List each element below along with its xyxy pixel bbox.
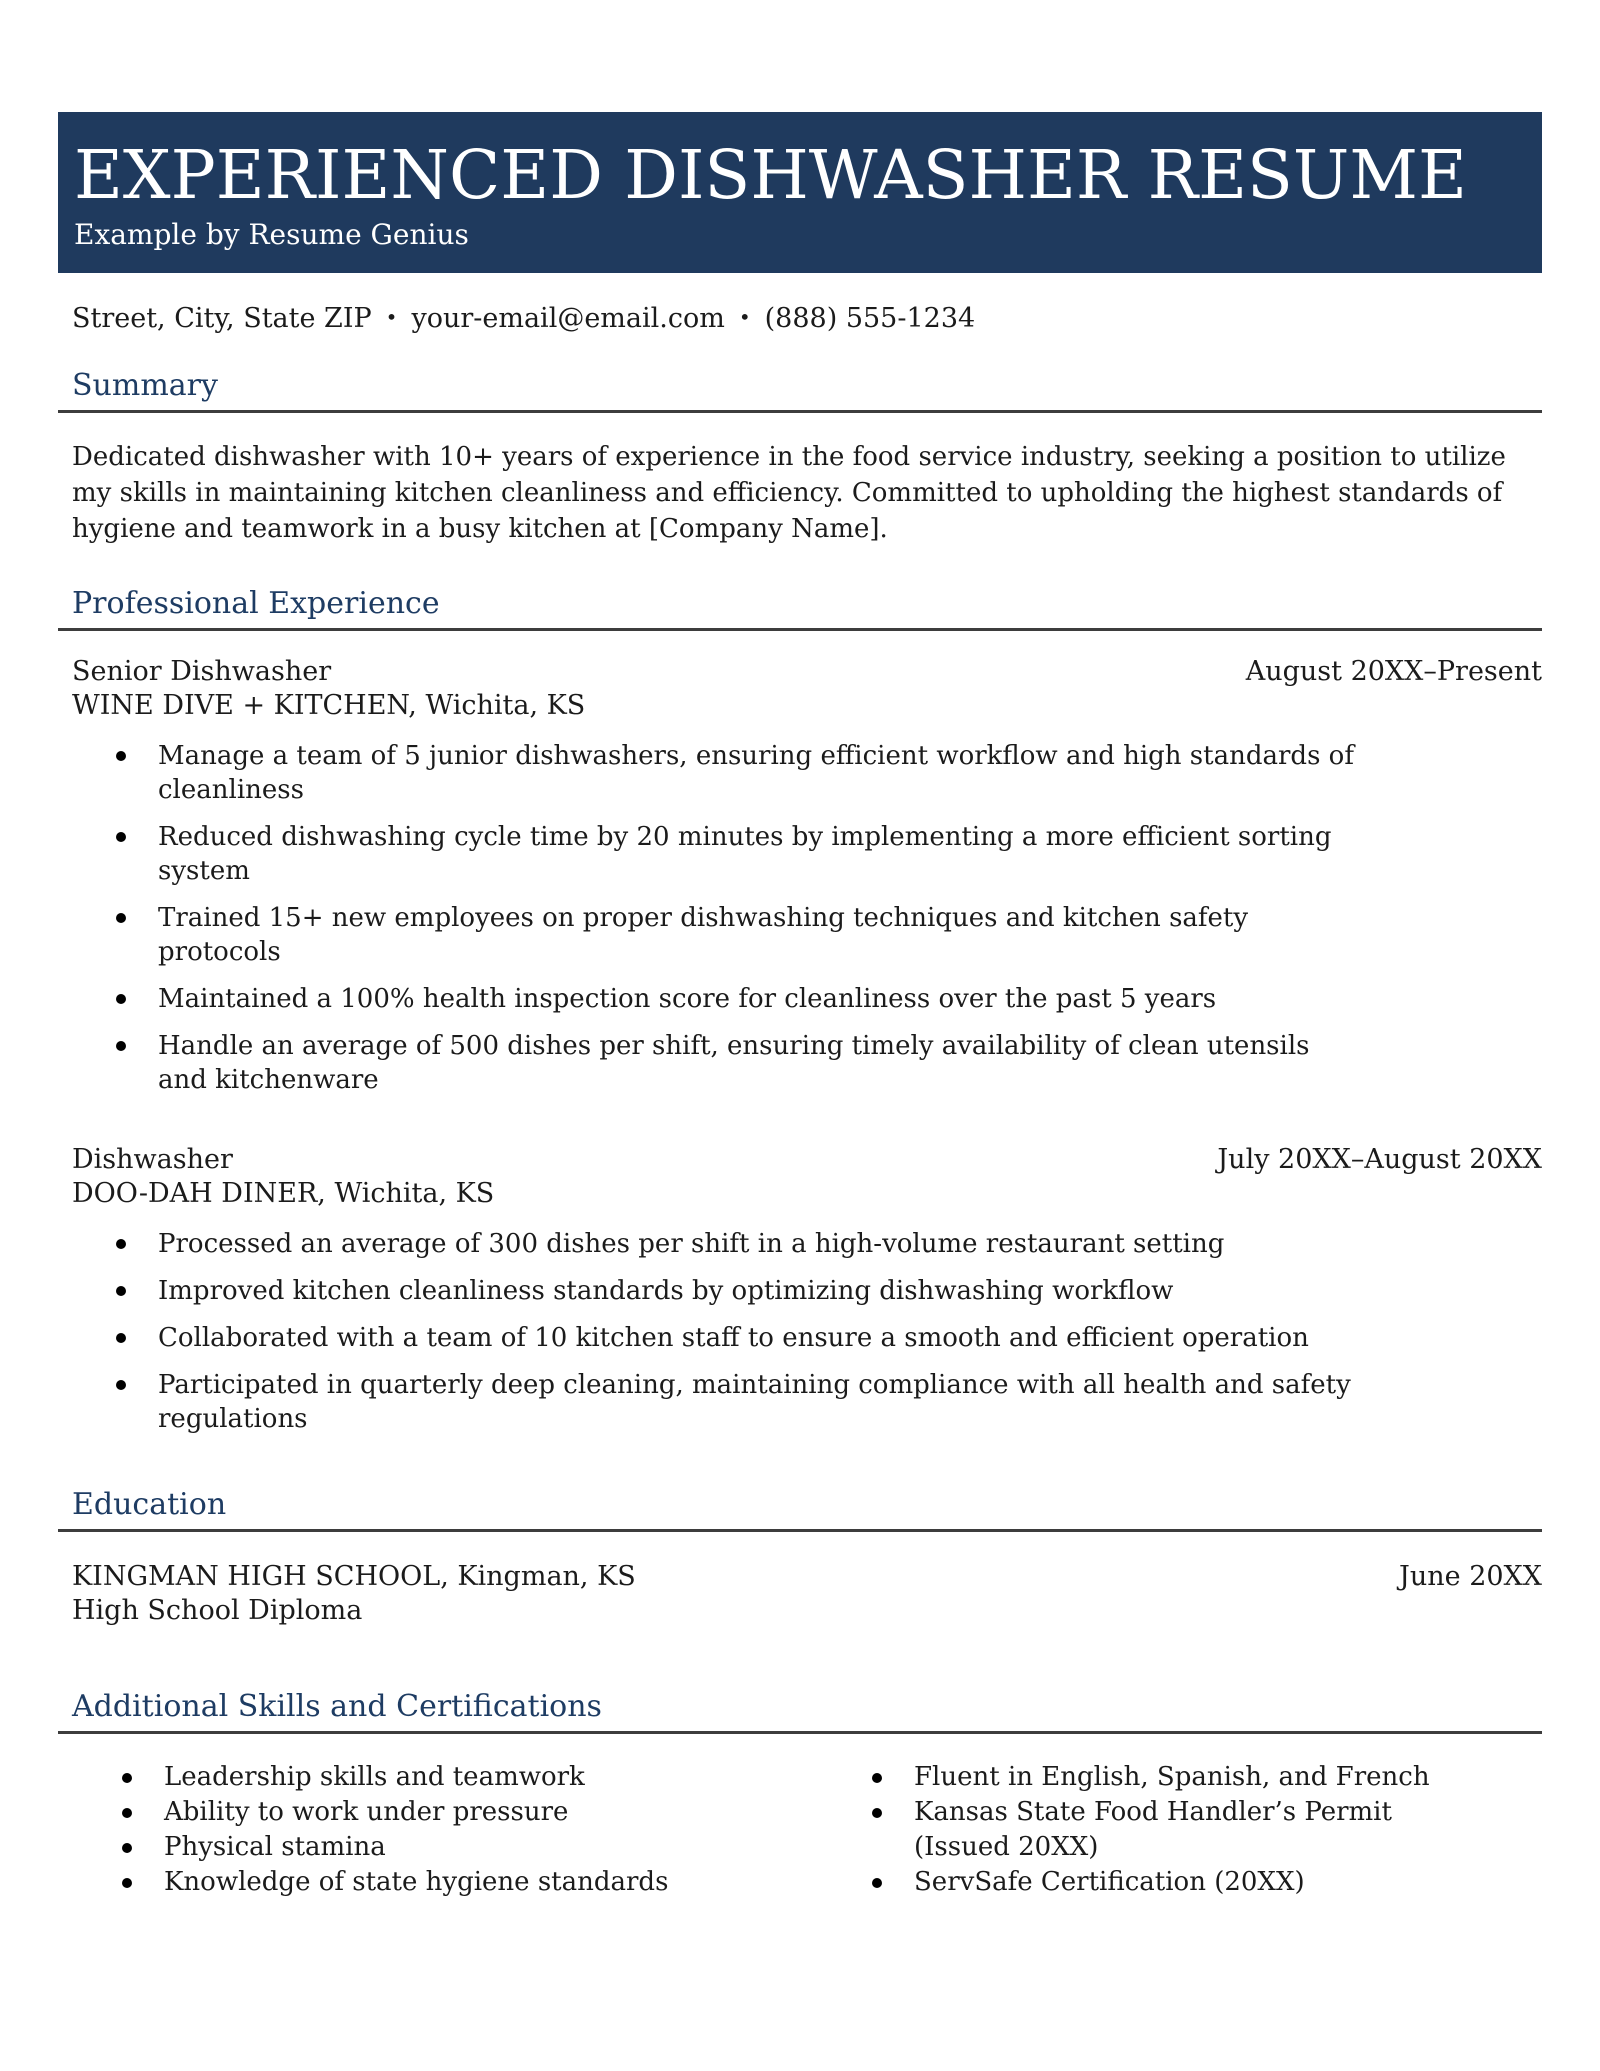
skills-list-left xyxy=(120,1760,870,1900)
job-bullet: Handle an average of 500 dishes per shift, ensuring timely availability of clean utensils and kitchenware xyxy=(58,1029,1542,1097)
resume-title: EXPERIENCED DISHWASHER RESUME xyxy=(74,136,1467,214)
job-entry xyxy=(58,1143,1542,1436)
skill-item: Knowledge of state hygiene standards xyxy=(120,1865,870,1900)
resume-subtitle: Example by Resume Genius xyxy=(74,218,469,251)
job-bullet: Maintained a 100% health inspection score for cleanliness over the past 5 years xyxy=(58,982,1542,1016)
contact-line xyxy=(58,299,1542,337)
job-bullet: Improved kitchen cleanliness standards by optimizing dishwashing workflow xyxy=(58,1274,1542,1308)
skill-item: Kansas State Food Handler’s Permit (Issued 20XX) xyxy=(870,1795,1472,1865)
job-title: Dishwasher xyxy=(72,1144,233,1175)
skills-column-left xyxy=(58,1760,870,1900)
job-header xyxy=(58,655,1542,689)
job-bullet-list xyxy=(58,1227,1542,1436)
education-row xyxy=(58,1560,1542,1594)
education-school: KINGMAN HIGH SCHOOL, Kingman, KS xyxy=(72,1561,636,1592)
skills-list-right xyxy=(870,1760,1542,1900)
job-bullet: Trained 15+ new employees on proper dishwashing techniques and kitchen safety protocols xyxy=(58,901,1542,969)
education-heading: Education xyxy=(58,1488,1542,1532)
job-entry xyxy=(58,655,1542,1097)
contact-address: Street, City, State ZIP xyxy=(72,303,372,334)
job-header xyxy=(58,1143,1542,1177)
resume-content xyxy=(58,112,1542,1900)
bullet-separator-icon: • xyxy=(738,305,751,329)
contact-phone: (888) 555-1234 xyxy=(764,303,976,334)
skill-item: Ability to work under pressure xyxy=(120,1795,870,1830)
job-bullet: Participated in quarterly deep cleaning, maintaining compliance with all health and safety regulations xyxy=(58,1368,1542,1436)
skill-item: ServSafe Certification (20XX) xyxy=(870,1865,1472,1900)
job-bullet: Processed an average of 300 dishes per shift in a high-volume restaurant setting xyxy=(58,1227,1542,1261)
education-date: June 20XX xyxy=(1399,1561,1542,1592)
skills-columns xyxy=(58,1760,1542,1900)
summary-heading: Summary xyxy=(58,369,1542,413)
education-degree: High School Diploma xyxy=(72,1595,363,1626)
job-bullet: Manage a team of 5 junior dishwashers, ensuring efficient workflow and high standards of cleanliness xyxy=(58,739,1542,807)
skills-heading: Additional Skills and Certifications xyxy=(58,1690,1542,1734)
skill-item: Fluent in English, Spanish, and French xyxy=(870,1760,1472,1795)
job-dates: July 20XX–August 20XX xyxy=(1217,1144,1542,1175)
contact-email: your-email@email.com xyxy=(411,303,725,334)
job-bullet-list xyxy=(58,739,1542,1097)
skill-item: Physical stamina xyxy=(120,1830,870,1865)
header-banner xyxy=(58,112,1542,273)
skill-item: Leadership skills and teamwork xyxy=(120,1760,870,1795)
skills-column-right xyxy=(870,1760,1542,1900)
job-dates: August 20XX–Present xyxy=(1245,656,1542,687)
summary-text: Dedicated dishwasher with 10+ years of experience in the food service industry, seeking a position to utilize my skills in maintaining kitchen cleanliness and efficiency. Committed to upholding the highest standards of hygiene and teamwork in a busy kitchen at [Company Name]. xyxy=(72,442,1506,544)
job-company: DOO-DAH DINER, Wichita, KS xyxy=(72,1178,495,1209)
job-company: WINE DIVE + KITCHEN, Wichita, KS xyxy=(72,690,586,721)
job-bullet: Reduced dishwashing cycle time by 20 minutes by implementing a more efficient sorting system xyxy=(58,820,1542,888)
experience-heading: Professional Experience xyxy=(58,587,1542,631)
bullet-separator-icon: • xyxy=(385,305,398,329)
job-title: Senior Dishwasher xyxy=(72,656,332,687)
job-bullet: Collaborated with a team of 10 kitchen staff to ensure a smooth and efficient operation xyxy=(58,1321,1542,1355)
